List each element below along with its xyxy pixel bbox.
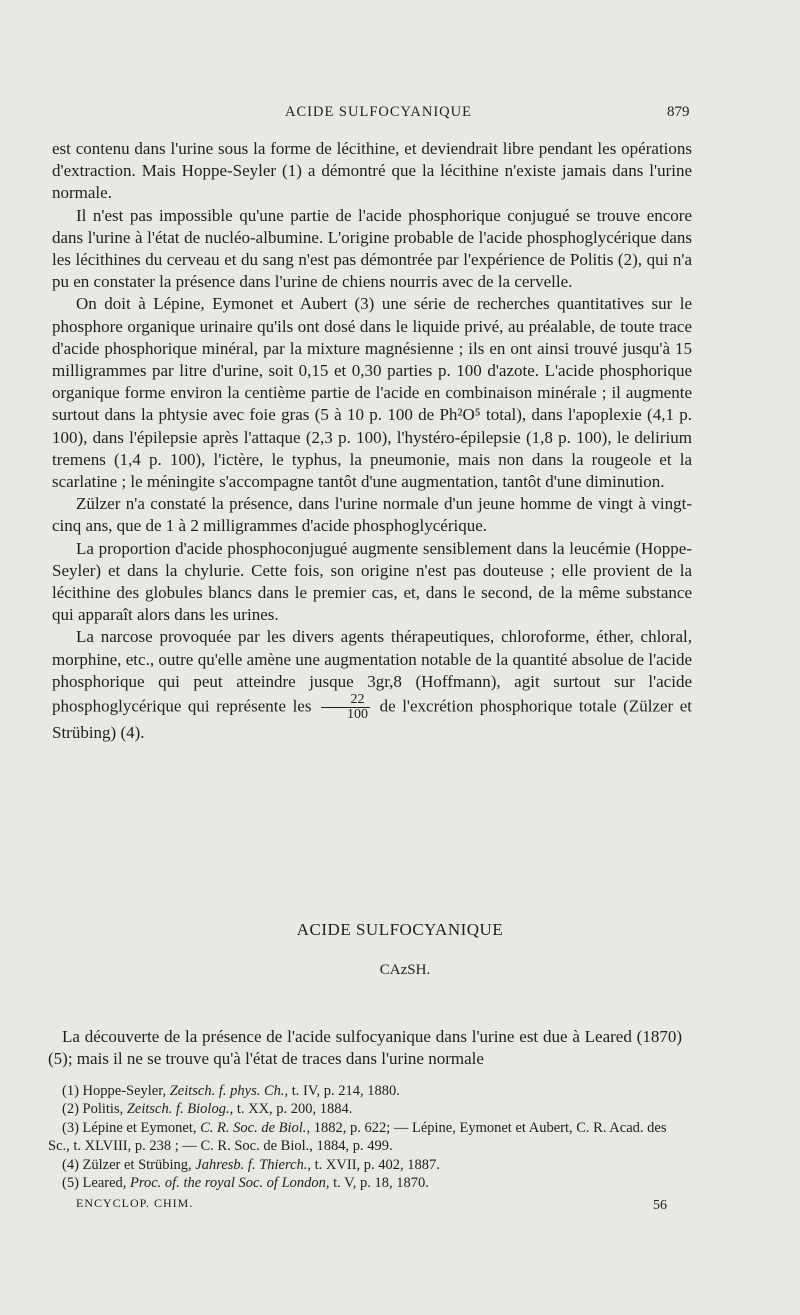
running-title: ACIDE SULFOCYANIQUE	[285, 104, 472, 120]
chemical-formula: CAzSH.	[379, 962, 431, 978]
footnote	[48, 1156, 688, 1174]
footnote-source: Jahresb. f. Thierch.	[195, 1156, 308, 1173]
footnote-source: Proc. of. the royal Soc. of London	[130, 1175, 326, 1192]
footnote-source: C. R. Soc. de Biol.	[200, 1119, 307, 1136]
footnote-reference: , t. XX, p. 200, 1884.	[229, 1101, 353, 1118]
paragraph: Zülzer n'a constaté la présence, dans l'urine normale d'un jeune homme de vingt à vingt-cinq ans, que de 1 à 2 milligrammes d'acide phosphoglycérique.	[52, 494, 692, 536]
page-number: 879	[667, 104, 690, 120]
footnote-author: (4) Zülzer et Strübing,	[62, 1156, 196, 1173]
footnote-reference: , t. V, p. 18, 1870.	[325, 1175, 429, 1192]
footnote-source: Zeitsch. f. phys. Ch.	[169, 1083, 285, 1099]
paragraph-with-fraction	[52, 626, 692, 744]
paragraph: La proportion d'acide phosphoconjugué augmente sensiblement dans la leucémie (Hoppe-Seyler) et dans la chylurie. Cette fois, son origine n'est pas douteuse ; elle provient de la lécithine des globules blancs dans le premier cas, et, dans le second, de la même substance qui apparaît alors dans les urines.	[52, 538, 692, 625]
footer-signature: ENCYCLOP. CHIM.	[76, 1196, 194, 1210]
footnote-author: (1) Hoppe-Seyler,	[62, 1083, 170, 1099]
paragraph: est contenu dans l'urine sous la forme de lécithine, et deviendrait libre pendant les opérations d'extraction. Mais Hoppe-Seyler (1) a démontré que la lécithine n'existe jamais dans l'urine normale.	[52, 139, 692, 203]
paragraph: La découverte de la présence de l'acide sulfocyanique dans l'urine est due à Leared (1870) (5); mais il ne se trouve qu'à l'état de traces dans l'urine normale	[48, 1027, 682, 1069]
footnote	[48, 1100, 688, 1118]
fraction-denominator: 100	[347, 707, 369, 723]
footnote	[48, 1119, 688, 1156]
main-text	[52, 138, 692, 744]
footnote-source: Zeitsch. f. Biolog.	[126, 1101, 230, 1118]
paragraph-text: de l'excrétion phosphorique totale (Zülzer et Strübing) (4).	[52, 696, 693, 743]
section-text	[48, 1026, 682, 1070]
footnote	[48, 1174, 688, 1192]
fraction-numerator: 22	[321, 693, 370, 708]
fraction	[321, 693, 370, 722]
footnote-reference: , 1882, p. 622; — Lépine, Eymonet et Aubert, C. R. Acad. des Sc., t. XLVIII, p. 238 ; — C. R. Soc. de Biol., 1884, p. 499.	[48, 1119, 667, 1155]
footnote-reference: , t. IV, p. 214, 1880.	[284, 1083, 400, 1099]
paragraph-text: La narcose provoquée par les divers agents thérapeutiques, chloroforme, éther, chloral, morphine, etc., outre qu'elle amène une augmentation notable de la quantité absolue de l'acide phosphorique qui peut atteindre jusque 3gr,8 (Hoffmann), agit surtout sur l'acide phosphoglycérique qui représente les	[52, 627, 692, 716]
footnote	[48, 1082, 688, 1100]
signature-number: 56	[653, 1198, 667, 1213]
footnote-reference: , t. XVII, p. 402, 1887.	[307, 1156, 440, 1173]
paragraph: Il n'est pas impossible qu'une partie de l'acide phosphorique conjugué se trouve encore dans l'urine à l'état de nucléo-albumine. L'origine probable de l'acide phosphoglycérique dans les lécithines du cerveau et du sang n'est pas démontrée par l'expérience de Politis (2), qui n'a pu en constater la présence dans l'urine de chiens nourris avec de la cervelle.	[52, 205, 692, 292]
paragraph: On doit à Lépine, Eymonet et Aubert (3) une série de recherches quantitatives sur le phosphore organique urinaire qu'ils ont dosé dans le liquide privé, au préalable, de toute trace d'acide phosphorique minéral, par la mixture magnésienne ; ils en ont ainsi trouvé jusqu'à 15 milligrammes par litre d'urine, soit 0,15 et 0,30 parties p. 100 d'azote. L'acide phosphorique organique forme environ la centième partie de l'acide en combinaison minérale ; il augmente surtout dans la phtysie avec foie gras (5 à 10 p. 100 de Ph²O⁵ total), dans l'apoplexie (4,1 p. 100), dans l'épilepsie après l'attaque (2,3 p. 100), l'hystéro-épilepsie (1,8 p. 100), le delirium tremens (1,4 p. 100), l'ictère, le typhus, la pneumonie, mais non dans la rougeole et la scarlatine ; le méningite s'accompagne tantôt d'une augmentation, tantôt d'une diminution.	[52, 294, 692, 492]
footnote-author: (5) Leared,	[62, 1175, 131, 1192]
footnote-author: (3) Lépine et Eymonet,	[62, 1119, 201, 1136]
section-title: ACIDE SULFOCYANIQUE	[296, 920, 504, 939]
footnotes	[48, 1082, 688, 1192]
footnote-author: (2) Politis,	[62, 1101, 127, 1118]
